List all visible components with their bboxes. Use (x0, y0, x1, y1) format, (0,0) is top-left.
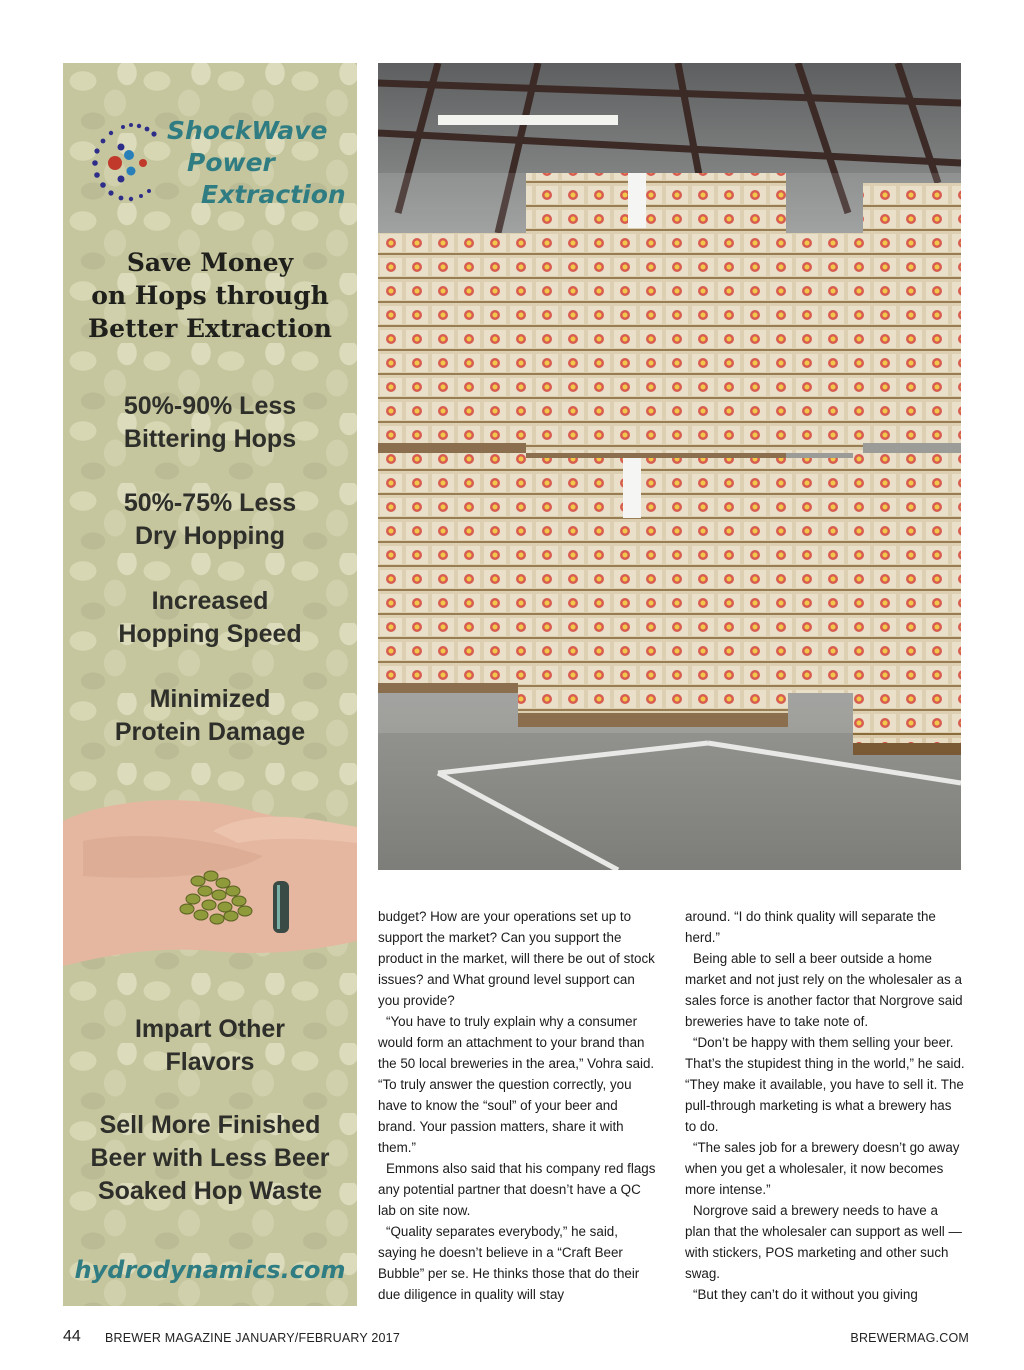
hydrodynamics-advertisement (63, 63, 357, 1306)
ad-benefit-line: Increased (151, 587, 269, 615)
ad-brand-name (167, 115, 357, 211)
ad-benefit-line: 50%-75% Less (123, 489, 297, 517)
article-paragraph: Being able to sell a beer outside a home market and not just rely on the wholesaler as a sales force is another factor that Norgrove said breweries have to take note of. (685, 951, 963, 1029)
article-paragraph: “Don’t be happy with them selling your beer. That’s the stupidest thing in the world,” he said. “They make it available, you have to sell it. The pull-through marketing is what a brewery has to do. (685, 1035, 965, 1134)
ad-benefit-line: Hopping Speed (118, 620, 302, 648)
ad-brand-line: Extraction (201, 180, 346, 209)
article-paragraph: around. “I do think quality will separate the herd.” (685, 909, 936, 945)
shockwave-logo-icon (75, 113, 175, 213)
article-paragraph: “Quality separates everybody,” he said, saying he doesn’t believe in a “Craft Beer Bubble” per se. He thinks those that do their due diligence in quality will stay (378, 1224, 640, 1302)
ad-benefit-dry-hopping (63, 487, 357, 553)
warehouse-pallets-photo (378, 63, 961, 870)
ad-benefit-line: Soaked Hop Waste (97, 1177, 323, 1205)
ad-brand-line: ShockWave (167, 116, 328, 145)
article-paragraph: “The sales job for a brewery doesn’t go away when you get a wholesaler, it now becomes more intense.” (685, 1140, 960, 1197)
ad-headline-line: Better Extraction (88, 314, 332, 343)
ad-benefit-line: Flavors (165, 1048, 255, 1076)
website-label[interactable]: BREWERMAG.COM (850, 1331, 969, 1345)
ad-headline (63, 246, 357, 345)
ad-benefit-line: 50%-90% Less (123, 392, 297, 420)
ad-benefit-waste (63, 1109, 357, 1208)
ad-benefit-line: Impart Other (134, 1015, 286, 1043)
ad-benefit-protein (63, 683, 357, 749)
ad-benefit-line: Beer with Less Beer (90, 1144, 330, 1172)
ad-benefit-line: Bittering Hops (123, 425, 297, 453)
ad-benefit-line: Dry Hopping (135, 522, 285, 550)
ad-benefit-flavors (63, 1013, 357, 1079)
ad-benefit-line: Protein Damage (114, 718, 306, 746)
ad-headline-line: on Hops through (91, 281, 329, 310)
article-paragraph: budget? How are your operations set up to support the market? Can you support the product in the market, will there be out of stock issues? and What ground level support can you provide? (378, 909, 655, 1008)
ad-benefit-speed (63, 585, 357, 651)
warehouse-illustration (378, 63, 961, 870)
article-column-right (685, 906, 965, 1305)
hand-with-hop-pellets-image (63, 781, 357, 1001)
ad-headline-line: Save Money (126, 248, 294, 277)
ad-benefit-line: Minimized (149, 685, 271, 713)
magazine-issue: BREWER MAGAZINE JANUARY/FEBRUARY 2017 (105, 1331, 400, 1345)
ad-benefit-line: Sell More Finished (99, 1111, 321, 1139)
ad-benefit-bittering (63, 390, 357, 456)
ad-brand-line: Power (187, 148, 275, 177)
article-paragraph: Emmons also said that his company red flags any potential partner that doesn’t have a QC lab on site now. (378, 1161, 656, 1218)
article-paragraph: “But they can’t do it without you giving (693, 1287, 918, 1302)
article-paragraph: “You have to truly explain why a consumer would form an attachment to your brand than the 50 local breweries in the area,” Vohra said. “To truly answer the question correctly, you have to know the “soul” of your beer and brand. Your passion matters, share it with them.” (378, 1014, 655, 1155)
article-column-left (378, 906, 658, 1305)
page-footer (63, 1328, 969, 1350)
page-number: 44 (63, 1328, 81, 1345)
article-paragraph: Norgrove said a brewery needs to have a plan that the wholesaler can support as well — with stickers, POS marketing and other such swag. (685, 1203, 962, 1281)
ad-website-link[interactable]: hydrodynamics.com (74, 1256, 346, 1284)
